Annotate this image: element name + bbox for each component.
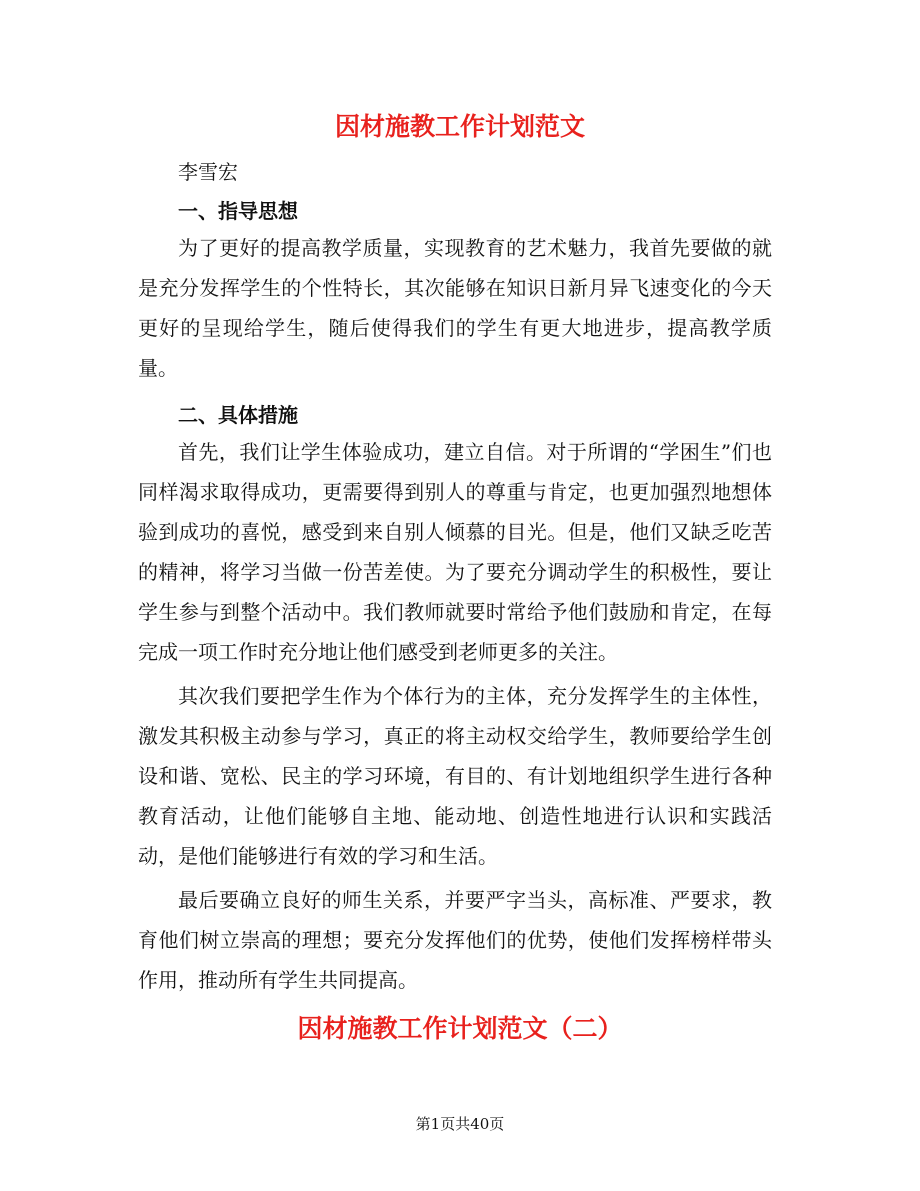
page-number-footer: 第1页共40页 <box>415 1115 505 1133</box>
document-title: 因材施教工作计划范文 <box>334 112 585 141</box>
section-heading-specific-measures: 二、具体措施 <box>178 403 298 427</box>
paragraph-measure-last: 最后要确立良好的师生关系，并要严字当头，高标准、严要求，教育他们树立崇高的理想；要充分发挥他们的优势，使他们发挥榜样带头作用，推动所有学生共同提高。 <box>138 888 772 992</box>
author-name: 李雪宏 <box>178 160 238 184</box>
section-heading-guiding-thought: 一、指导思想 <box>178 199 298 223</box>
paragraph-guiding-thought: 为了更好的提高教学质量，实现教育的艺术魅力，我首先要做的就是充分发挥学生的个性特长，其次能够在知识日新月异飞速变化的今天更好的呈现给学生，随后使得我们的学生有更大地进步，提高教学质量。 <box>138 236 772 380</box>
paragraph-measure-first: 首先，我们让学生体验成功，建立自信。对于所谓的“学困生”们也同样渴求取得成功，更需要得到别人的尊重与肯定，也更加强烈地想体验到成功的喜悦，感受到来自别人倾慕的目光。但是，他们又缺乏吃苦的精神，将学习当做一份苦差使。为了要充分调动学生的积极性，要让学生参与到整个活动中。我们教师就要时常给予他们鼓励和肯定，在每完成一项工作时充分地让他们感受到老师更多的关注。 <box>138 440 772 664</box>
paragraph-measure-second: 其次我们要把学生作为个体行为的主体，充分发挥学生的主体性，激发其积极主动参与学习，真正的将主动权交给学生，教师要给学生创设和谐、宽松、民主的学习环境，有目的、有计划地组织学生进行各种教育活动，让他们能够自主地、能动地、创造性地进行认识和实践活动，是他们能够进行有效的学习和生活。 <box>138 684 772 868</box>
next-document-title: 因材施教工作计划范文（二） <box>297 1014 623 1043</box>
